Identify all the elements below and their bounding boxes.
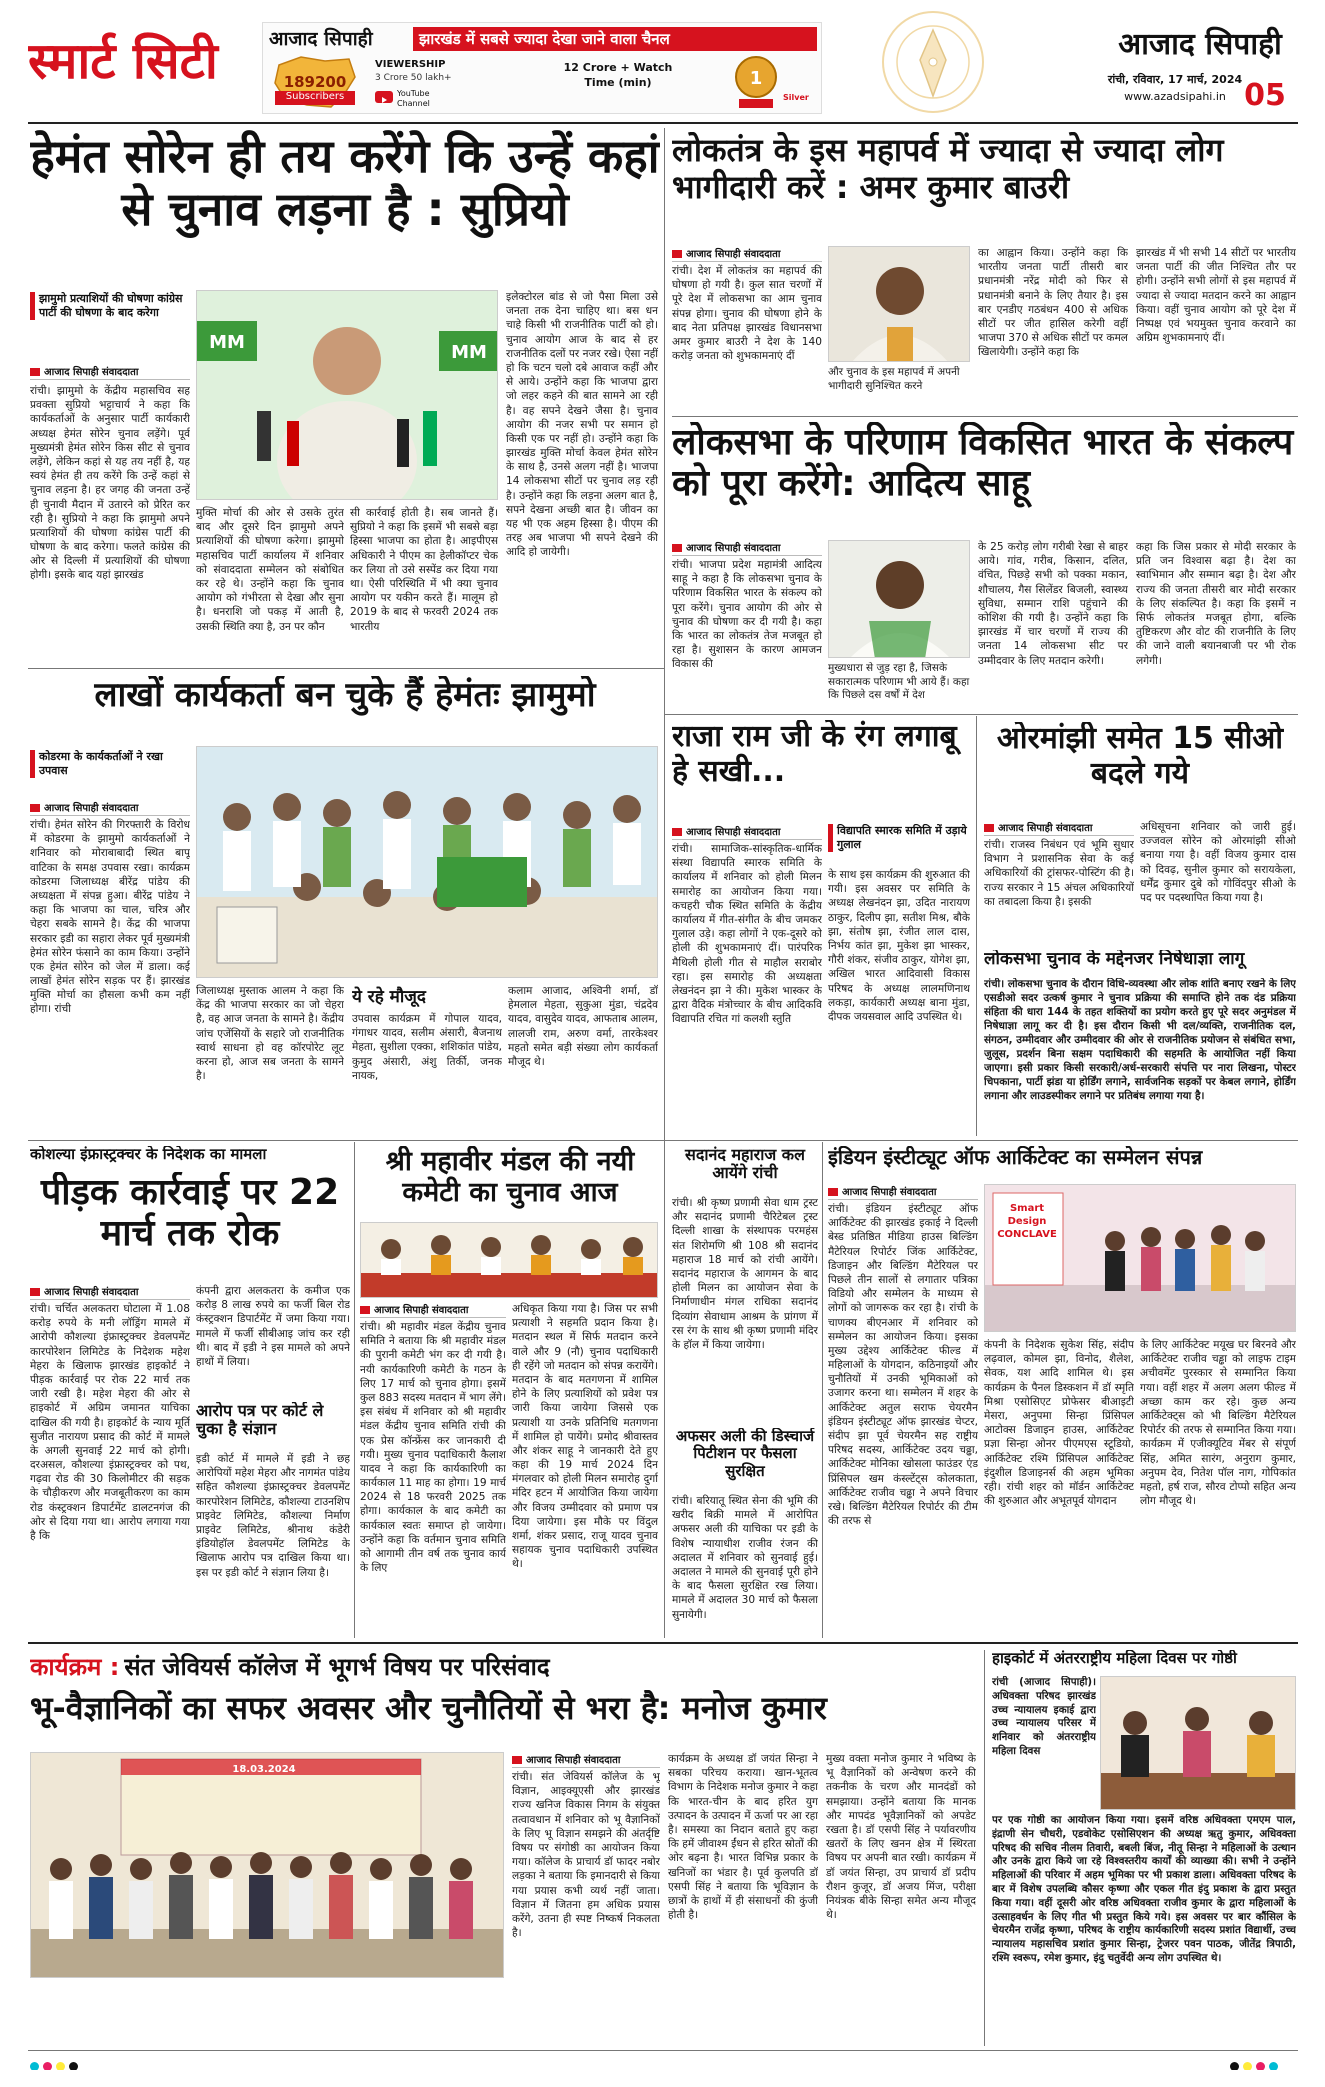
story3-byline: आजाद सिपाही संवाददाता — [672, 540, 822, 556]
story1-byline: आजाद सिपाही संवाददाता — [30, 364, 190, 380]
story4-kicker — [30, 750, 190, 794]
story8-byline: आजाद सिपाही संवाददाता — [30, 1284, 190, 1300]
story11-col1: रांची। इंडियन इंस्टीट्यूट ऑफ आर्किटेक्ट की झारखंड इकाई ने दिल्ली बेस्ड प्रतिष्ठित मीडिया हाउस बिल्डिंग मैटेरियल रिपोर्टर जिंक आर्किटेक्ट, डिजाइन और बिल्डिंग मैटेरियल पर पिछले तीन सालों से लगातार पत्रिका विडियो और सम्मेलन के माध्यम से लोगों को जागरूक कर रहा है। रांची के चाणक्य बीएनआर में शनिवार को सम्मेलन का आयोजन किया। इसका मुख्य उद्देश्य आर्किटेक्ट फील्ड में महिलाओं के योगदान, कठिनाइयों और चुनौतियों में उनकी भूमिकाओं को उजागर करना था। सम्मेलन में शहर के आर्किटेक्ट अतुल सराफ चेयरमैन इंडियन इंस्टीट्यूट ऑफ झारखंड चेप्टर, संदीप झा पूर्व चेयरमैन सह राष्ट्रीय परिषद सदस्य, आर्किटेक्ट उदय चढ्ढा, आर्किटेक्ट मोनिका खोसला फाउंडर एंड प्रिंसिपल खम कंस्ल्टेंट्स कोलकाता, आर्किटेक्ट राजीव चढ्ढा ने अपने विचार रखे। बिल्डिंग मैटेरियल रिपोर्टर की टीम की तरफ से — [828, 1203, 978, 1528]
color-dot — [1243, 2062, 1252, 2070]
story10-subheadline: अफसर अली की डिस्चार्ज पिटीशन पर फैसला सुरक्षित — [675, 1428, 815, 1480]
story12-label: कार्यक्रम : — [30, 1653, 120, 1681]
story8-col2: कंपनी द्वारा अलकतरा के कमीज एक करोड़ 8 लाख रुपये का फर्जी बिल रोड कंस्ट्रक्शन डिपार्टमेंट में जमा किया गया। मामले में फर्जी सीबीआइ जांच कर रही थी। बाद में इडी ने इस मामले को अपने हाथों में लिया। — [196, 1285, 350, 1368]
color-dot — [30, 2062, 39, 2070]
story5-headline: राजा राम जी के रंग लगाबू हे सखी... — [672, 720, 957, 789]
website: www.azadsipahi.in — [1124, 90, 1226, 103]
story2-col2: का आह्वान किया। उन्होंने कहा कि भारतीय जनता पार्टी तीसरी बार प्रधानमंत्री नरेंद्र मोदी को फिर से प्रधानमंत्री बनाने के लिए तैयार है। इस बार एनडीए गठबंधन 400 से अधिक सीटों पर जीत हासिल करेगी वहीं भाजपा 370 से अधिक सीटों पर कमल खिलायेगी। उन्होंने कहा कि — [978, 247, 1128, 359]
story6-col2: अधिसूचना शनिवार को जारी हुई। उज्जवल सोरेन को ओरमांझी सीओ बनाया गया है। वहीं विजय कुमार दास को दिवढ़, सुनील कुमार को सरायकेला, धर्मेंद्र कुमार दुबे को गोविंदपुर सीओ के पद पर पदस्थापित किया गया है। — [1140, 821, 1296, 904]
story2-col3: झारखंड में भी सभी 14 सीटों पर भारतीय जनता पार्टी की जीत निश्चित तौर पर होगी। उन्होंने सभी लोगों से इस महापर्व में ज्यादा से ज्यादा मतदान करने का आह्वान किया। वहीं चुनाव आयोग को पूरे देश में निष्पक्ष एवं भयमुक्त चुनाव करवाने का अग्रिम शुभकामनाएं दीं। — [1136, 247, 1296, 345]
silver-badge-label: Silver — [783, 93, 809, 102]
story5-col2: के साथ इस कार्यक्रम की शुरुआत की गयी। इस अवसर पर समिति के अध्यक्ष लेखनंदन झा, उदित नारायण ठाकुर, दिलीप झा, सतीश मिश्र, बौके झा, संतोष झा, रंजीत लाल दास, निर्भय कांत झा, मुकेश झा भास्कर, गौरी शंकर, संजीव ठाकुर, योगेश झा, अखिल भारत आदिवासी विकास परिषद के अध्यक्ष लालमणिनाथ लकड़ा, कार्यकारी अध्यक्ष बाना मुंडा, दीपक जयसवाल आदि उपस्थित थे। — [828, 869, 970, 1023]
story8-title-top: कोशल्या इंफ्रास्ट्रक्चर के निदेशक का मामला — [30, 1146, 267, 1163]
youtube-icon — [375, 91, 393, 103]
col-divider — [984, 1650, 985, 2046]
story7-headline: लोकसभा चुनाव के मद्देनजर निषेधाज्ञा लागू — [984, 950, 1245, 969]
color-dot — [69, 2062, 78, 2070]
color-dot — [1230, 2062, 1239, 2070]
story7-body: रांची। लोकसभा चुनाव के दौरान विधि-व्यवस्था और लोक शांति बनाए रखने के लिए एसडीओ सदर उत्कर्ष कुमार ने चुनाव प्रक्रिया की समाप्ति होने तक दंड प्रक्रिया संहिता की धारा 144 के तहत शक्तियों का प्रयोग करते हुए पूरे सदर अनुमंडल में निषेधाज्ञा लागू कर दी है। इस दौरान किसी भी दल/व्यक्ति, राजनीतिक दल, संगठन, उम्मीदवार और उम्मीदवार की ओर से राजनीतिक प्रयोजन से संबंधित सभा, जुलूस, प्रदर्शन बिना सक्षम पदाधिकारी की सहमति के आयोजित नहीं किया जाएगा। इसी प्रकार किसी सरकारी/अर्ध-सरकारी संपत्ति पर नारा लिखना, पोस्टर चिपकाना, पार्टी झंडा या होर्डिंग लगाने, सार्वजनिक सड़कों पर केबल लगाने, होर्डिंग लगाना और लाउडस्पीकर लगाने पर प्रतिबंध लगाया गया है। — [984, 978, 1296, 1102]
story10-col2: रांची। बरियातू स्थित सेना की भूमि की खरीद बिक्री मामले में आरोपित अफसर अली की याचिका पर इडी के विशेष न्यायाधीश राजीव रंजन की अदालत में शनिवार को सुनवाई हुई। अदालत ने मामले की सुनवाई पूरी होने के बाद फैसला सुरक्षित रख लिया। मामले में अदालत 30 मार्च को फैसला सुनायेगी। — [672, 1495, 818, 1621]
story8-col1: रांची। चर्चित अलकतरा घोटाला में 1.08 करोड़ रुपये के मनी लॉड्रिंग मामले में आरोपी कौशल्या इंफ्रास्ट्रक्चर डेवलपमेंट कारपोरेशन लिमिटेड के निदेशक महेश मेहरा के खिलाफ झारखंड हाइकोर्ट ने पीड़क कार्रवाई पर रोक 22 मार्च तक जारी रखी है। महेश मेहरा की ओर से हाइकोर्ट में अग्रिम जमानत याचिका दाखिल की गयी है। हाइकोर्ट के न्याय मूर्ति सुजीत नारायण प्रसाद की कोर्ट में मामले के अगली सुनवाई 22 मार्च को होगी। दरअसल, कौशल्या इंफ्रास्ट्रक्चर को पथ, गढ़वा रोड की 30 किलोमीटर की सड़क के चौड़ीकरण और मजबूतीकरण का काम रोड कंस्ट्रक्शन डिपार्टमेंट डालटनगंज की ओर से दिया गया था। आरोप लगाया गया है कि — [30, 1303, 190, 1542]
story12-headline: भू-वैज्ञानिकों का सफर अवसर और चुनौतियों से भरा है: मनोज कुमार — [30, 1690, 827, 1727]
story2-caption: और चुनाव के इस महापर्व में अपनी भागीदारी सुनिश्चित करने — [828, 366, 960, 392]
story4-col3: उपवास कार्यक्रम में गोपाल यादव, गंगाधर यादव, सलीम अंसारी, बैजनाथ मेहता, सुशीला एक्का, शशिकांत पांडेय, कुमुद अंसारी, अंशु तिर्की, जनक नायक, — [352, 1013, 502, 1082]
story1-kicker-text: झामुमो प्रत्याशियों की घोषणा कांग्रेस पार्टी की घोषणा के बाद करेगा — [30, 292, 190, 320]
story10-col1: रांची। श्री कृष्ण प्रणामी सेवा धाम ट्रस्ट और सदानंद प्रणामी चैरिटेबल ट्रस्ट दिल्ली शाखा के संस्थापक परमहंस संत शिरोमणि श्री 108 श्री सदानंद महाराज 18 मार्च को रांची आयेंगे। सदानंद महाराज के आगमन के बाद होली मिलन का आयोजन सेवा के निर्माणाधीन मंगल राधिका सदानंद दिव्यांग सेवाधाम आश्रम के प्रांगण में रस रंग के साथ श्री कृष्ण प्रणामी मंदिर के हॉल में किया जायेगा। — [672, 1197, 818, 1351]
masthead — [0, 0, 1325, 118]
footer-rule — [28, 2050, 1298, 2051]
masthead-rule — [28, 122, 1298, 124]
story9-col1: रांची। श्री महावीर मंडल केंद्रीय चुनाव समिति ने बताया कि श्री महावीर मंडल की पुरानी कमेटी भंग कर दी गयी है। नयी कार्यकारिणी कमेटी के गठन के लिए 17 मार्च को चुनाव होगा। इसमें कुल 883 सदस्य मतदान में भाग लेंगे। इस संबंध में शनिवार को श्री महावीर मंडल केंद्रीय चुनाव समिति रांची की एक प्रेस कॉन्फ्रेंस कर जानकारी दी गयी। मुख्य चुनाव पदाधिकारी कैलाश यादव ने कहा कि कार्यकारिणी का कार्यकाल 11 माह का होगा। 19 मार्च 2024 से 18 फरवरी 2025 तक होगा। कार्यकाल के बाद कमेटी का कार्यकाल स्वतः समाप्त हो जायेगा। उन्होंने कहा कि वर्तमान चुनाव समिति को आगामी तीन वर्ष तक चुनाव कार्य के लिए — [360, 1321, 506, 1575]
story6-byline: आजाद सिपाही संवाददाता — [984, 820, 1134, 836]
story11-col3: के लिए आर्किटेक्ट मयूख घर बिरनवे और आर्किटेक्ट राजीव चड्ढा को लाइफ टाइम अचीवमेंट पुरस्कार से सम्मानित किया गया। वहीं शहर में अलग अलग फील्ड में अच्छा काम कर रहे। कुछ अन्य आर्किटेक्ट्स को भी बिल्डिंग मैटेरियल रिपोर्टर की तरफ से सम्मानित किया गया। कार्यक्रम में एजीक्यूटिव मेंबर से संपूर्ण सिंह, अमित सारंग, अनुराग कुमार, अनुपम देव, नितेश पॉल नाग, गोपिकांत महतो, हर्ष राज, सौरव टोप्पो सहित अन्य लोग मौजूद थे। — [1140, 1339, 1296, 1508]
youtube-label: YouTube Channel — [397, 89, 430, 108]
viewership-label: VIEWERSHIP — [375, 59, 446, 70]
story9-photo — [360, 1222, 658, 1298]
story3-col1: रांची। भाजपा प्रदेश महामंत्री आदित्य साहू ने कहा है कि लोकसभा चुनाव के परिणाम विकसित भारत के संकल्प को पूरा करेंगे। चुनाव आयोग की ओर से चुनाव की घोषणा कर दी गयी है। कहा कि भारत का लोकतंत्र तेज मजबूत हो रहा है। सुशासन के कारण आमजन विकास की — [672, 559, 822, 671]
story12-byline: आजाद सिपाही संवाददाता — [512, 1752, 660, 1768]
story4-photo — [196, 746, 658, 978]
section-divider — [664, 714, 1298, 715]
viewership-value: 3 Crore 50 lakh+ — [375, 73, 452, 83]
story11-headline: इंडियन इंस्टीट्यूट ऑफ आर्किटेक्ट का सम्मेलन संपन्न — [828, 1146, 1203, 1169]
channel-name: आजाद सिपाही — [269, 28, 373, 50]
story1-kicker — [30, 292, 190, 356]
color-dot — [43, 2062, 52, 2070]
footer-color-dots-right — [1230, 2056, 1310, 2070]
section-divider — [28, 1642, 1298, 1644]
color-dot — [56, 2062, 65, 2070]
section-title: स्मार्ट सिटी — [28, 32, 218, 90]
subscriber-count: 189200 — [283, 73, 347, 91]
channel-tagline: झारखंड में सबसे ज्यादा देखा जाने वाला चैनल — [413, 27, 817, 51]
story2-headline: लोकतंत्र के इस महापर्व में ज्यादा से ज्यादा लोग भागीदारी करें : अमर कुमार बाउरी — [672, 132, 1224, 206]
story13-photo — [1100, 1676, 1296, 1810]
story1-col1: रांची। झामुमो के केंद्रीय महासचिव सह प्रवक्ता सुप्रियो भट्टाचार्य ने कहा कि कार्यकर्ताओं के अनुसार पार्टी कार्यकारी अध्यक्ष हेमंत सोरेन चुनाव लड़ेंगे। पूर्व मुख्यमंत्री हेमंत सोरेन किस सीट से चुनाव लड़ेंगे, लेकिन कहां से यह तय नहीं है, यह स्वयं हेमंत ही तय करेंगे कि उन्हें कहां से चुनाव लड़ना है। हर जगह की जनता उन्हें ही चुनावी मैदान में उतारने को प्रेरित कर रही है। सुप्रियो ने कहा कि झामुमो अपने प्रत्याशियों की घोषणा कांग्रेस पार्टी की घोषणा के बाद करेगा। फलते कांग्रेस की ओर से दिल्ली में प्रत्याशियों की घोषणा होगी। इसके बाद यहां झारखंड — [30, 385, 190, 582]
svg-text:MM: MM — [209, 332, 245, 353]
story1-col3: सी कार्रवाई होती है। सब जानते हैं। सुप्रियो ने कहा कि इसमें भी सबसे बड़ा हिस्सा भाजपा का होता है। आइपीएस अधिकारी ने पीएम का हेलीकॉप्टर चेक कर लिया तो उसे सस्पेंड कर दिया गया था। ऐसी परिस्थिति में भी क्या चुनाव आयोग पर यकीन करते हैं। मालूम हो 2019 के बाद से फरवरी 2024 तक भारतीय — [350, 507, 498, 633]
story8-subhead: आरोप पत्र पर कोर्ट ले चुका है संज्ञान — [196, 1402, 324, 1439]
story4-col4: कलाम आजाद, अश्विनी शर्मा, डॉ हेमलाल मेहता, सुकुआ मुंडा, चंद्रदेव यादव, वासुदेव यादव, आफताब आलम, लालजी राम, अरुण वर्मा, तारकेश्वर महतो समेत बड़ी संख्या लोग कार्यकर्ता मौजूद थे। — [508, 985, 658, 1068]
watch-time: 12 Crore + Watch Time (min) — [563, 61, 673, 89]
story12-kicker: संत जेवियर्स कॉलेज में भूगर्भ विषय पर परिसंवाद — [124, 1653, 550, 1681]
story9-headline: श्री महावीर मंडल की नयी कमेटी का चुनाव आज — [385, 1146, 635, 1209]
story8-col2b: इडी कोर्ट में मामले में इडी ने छह आरोपियों महेश मेहरा और नागमंत पांडेय सहित कौशल्या इंफ्रास्ट्रक्चर डेवलपमेंट कारपोरेशन लिमिटेड, कौशल्या टाउनशिप प्राइवेट लिमिटेड, कौशल्या निर्माण प्राइवेट लिमिटेड, श्रीनाथ कंडेरी इंडियोहॉल डेवलपमेंट लिमिटेड के खिलाफ आरोप पत्र दाखिल किया था। इस पर इडी कोर्ट ने संज्ञान लिया है। — [196, 1453, 350, 1579]
story5-byline: आजाद सिपाही संवाददाता — [672, 824, 822, 840]
story4-col1: रांची। हेमंत सोरेन की गिरफ्तारी के विरोध में कोडरमा के झामुमो कार्यकर्ताओं ने शनिवार को मोराबाबादी स्थित बापू वाटिका के समक्ष उपवास रखा। कार्यक्रम कोडरमा जिलाध्यक्ष बीरेंद्र पांडेय की अध्यक्षता में संपन्न हुआ। बीरेंद्र पांडेय ने कहा कि भाजपा का चाल, चरित्र और चेहरा सबके सामने है। केंद्र की भाजपा सरकार इडी का सहारा लेकर पूर्व मुख्यमंत्री हेमंत सोरेन फंसाने का काम किया। उन्होंने एक हेमंत सोरेन को जेल में डाला। कई लाखों हेमंत सोरेन सड़क पर हैं। झारखंड मुक्ति मोर्चा का हौसला कभी कम नहीं होगा। रांची — [30, 819, 190, 1016]
story3-caption: मुख्यधारा से जुड़ रहा है, जिसके सकारात्मक परिणाम भी आये हैं। कहा कि पिछले दस वर्षों में देश — [828, 662, 970, 702]
section-divider — [28, 668, 664, 669]
story9-byline: आजाद सिपाही संवाददाता — [360, 1302, 506, 1318]
story12-col2: कार्यक्रम के अध्यक्ष डॉ जयंत सिन्हा ने सबका परिचय कराया। खान-भूतत्व विभाग के निदेशक मनोज कुमार ने कहा कि भारत-चीन के बाद हरित युग उत्पादन के उत्पादन में ऊर्जा पर आ रहा है। समस्या का निदान बताते हुए कहा कि हमें जीवाश्म ईंधन से हरित स्रोतों की ओर बढ़ना है। भारत विभिन्न प्रकार के खनिजों का भंडार है। पूर्व कुलपति डॉ एसपी सिंह ने बताया कि भूविज्ञान के छात्रों के हाथों में ही संसाधनों की कुंजी होती है। — [668, 1753, 818, 1922]
dateline: रांची, रविवार, 17 मार्च, 2024 — [1107, 73, 1243, 86]
story12-kicker-row — [30, 1650, 990, 1686]
pen-nib-logo-icon — [828, 4, 1038, 116]
story1-photo — [196, 290, 498, 500]
story3-photo — [828, 540, 970, 658]
subscriber-label: Subscribers — [275, 91, 355, 105]
story10-headline: सदानंद महाराज कल आयेंगे रांची — [685, 1146, 805, 1183]
story-divider — [672, 416, 1298, 417]
story4-byline: आजाद सिपाही संवाददाता — [30, 800, 190, 816]
story4-kicker-text: कोडरमा के कार्यकर्ताओं ने रखा उपवास — [30, 750, 190, 778]
story13-intro: रांची (आजाद सिपाही)। अधिवक्ता परिषद झारखंड उच्च न्यायालय इकाई द्वारा उच्च न्यायालय परिसर में शनिवार को अंतरराष्ट्रीय महिला दिवस — [992, 1676, 1096, 1757]
col-divider — [664, 128, 665, 668]
footer-color-dots-left — [30, 2056, 150, 2070]
story11-byline: आजाद सिपाही संवाददाता — [828, 1184, 978, 1200]
col-divider — [664, 668, 665, 1638]
col-divider — [976, 716, 977, 1136]
story9-col2: अधिकृत किया गया है। जिस पर सभी प्रत्याशी ने सहमति प्रदान किया है। मतदान स्थल में सिर्फ मतदान करने वाले और 9 (नौ) चुनाव पदाधिकारी ही रहेंगे जो मतदान को संपन्न करायेंगे। मतदान के बाद मतगणना में शामिल होने के लिए प्रत्याशियों को प्रवेश पत्र जारी किया जायेगा जिससे एक प्रत्याशी या उनके प्रतिनिधि मतगणना में शामिल हो पायेंगे। प्रमोद श्रीवास्तव और शंकर साहू ने जानकारी देते हुए कहा की 19 मार्च 2024 दिन मंगलवार को होली मिलन समारोह दुर्गा मंदिर हटन में आयोजित किया जायेगा और विजय उम्मीदवार को प्रमाण पत्र दिया जायेगा। इस मौके पर विंदुल शर्मा, शंकर प्रसाद, राजू यादव चुनाव सहायक चुनाव पदाधिकारी उपस्थित थे। — [512, 1303, 658, 1571]
story5-col1: रांची। सामाजिक-सांस्कृतिक-धार्मिक संस्था विद्यापति स्मारक समिति के कार्यालय में शनिवार को होली मिलन समारोह का आयोजन किया गया। कचहरी चौक स्थित समिति के केंद्रीय कार्यालय में गीत-संगीत के बीच जमकर गुलाल उड़े। कहा लोगों ने एक-दूसरे को होली की शुभकामनाएं दीं। पारंपरिक मैथिली होली गीत से माहौल सराबोर रहा। इस समारोह की अध्यक्षता लेखनंदन झा ने की। मुकेश भास्कर के द्वारा वैदिक मंत्रोच्चार के बीच आदिकवि विद्यापति रचित गां कलशी स्तुति — [672, 843, 822, 1026]
silver-badge-icon — [733, 53, 779, 109]
story12-col1: रांची। संत जेवियर्स कॉलेज के भू विज्ञान, आइक्यूएसी और झारखंड राज्य खनिज विकास निगम के संयुक्त तत्वावधान में शनिवार को भू वैज्ञानिकों के लिए भू विज्ञान समझने की अंतर्दृष्टि विषय पर संगोष्ठी का आयोजन किया गया। कॉलेज के प्राचार्य डॉ फादर नबोर लड़का ने बताया कि इमानदारी से किया गया प्रयास कभी व्यर्थ नहीं जाता। विज्ञान में जितना हम अधिक प्रयास करेंगे, उतना ही स्पष्ट निष्कर्ष निकलता है। — [512, 1771, 660, 1940]
story6-headline: ओरमांझी समेत 15 सीओ बदले गये — [996, 722, 1284, 791]
story13-headline: हाइकोर्ट में अंतरराष्ट्रीय महिला दिवस पर गोष्ठी — [992, 1650, 1237, 1667]
story2-photo — [828, 246, 970, 362]
color-dot — [1269, 2062, 1278, 2070]
col-divider — [354, 1142, 355, 1638]
story11-col2: कंपनी के निदेशक सुकेश सिंह, संदीप लढ़वाल, कोमल झा, विनोद, शैलेश, सेवक, यश आदि शामिल थे। इस कार्यक्रम के पैनल डिस्कशन में डॉ स्मृति मिश्रा एसोसिएट प्रोफेसर बीआइटी मेसरा, अनुपमा सिन्हा प्रिंसिपल आटोक्स डिजाइन हाउस, आर्किटेक्ट प्रज्ञा सिन्हा ओनर पीएमएस स्टूडियो, आर्किटेक्ट रश्मि प्रिंसिपल आर्किटेक्ट इंदुशील डिजाइनर्स की अहम भूमिका रही। रांची शहर को मॉर्डन आर्किटेक्ट की शुरुआत और अभूतपूर्व योगदान — [984, 1339, 1134, 1508]
story12-banner-text: 18.03.2024 — [232, 1764, 296, 1775]
story2-col1: रांची। देश में लोकतंत्र का महापर्व की घोषणा हो गयी है। कुल सात चरणों में पूरे देश में लोकसभा का आम चुनाव संपन्न होगा। चुनाव की घोषणा होने के बाद नेता प्रतिपक्ष झारखंड विधानसभा अमर कुमार बाउरी ने देश के 140 करोड़ जनता को शुभकामनाएं दीं — [672, 265, 822, 363]
story3-headline: लोकसभा के परिणाम विकसित भारत के संकल्प को पूरा करेंगे: आदित्य साहू — [672, 422, 1294, 505]
story5-kicker-text: विद्यापति स्मारक समिति में उड़ाये गुलाल — [828, 824, 970, 852]
svg-text:MM: MM — [451, 342, 487, 363]
story2-byline: आजाद सिपाही संवाददाता — [672, 246, 822, 262]
page-number: 05 — [1244, 78, 1286, 113]
story3-col2: के 25 करोड़ लोग गरीबी रेखा से बाहर आये। गांव, गरीब, किसान, दलित, वंचित, पिछड़े सभी को पक्का मकान, शौचालय, गैस सिलेंडर बिजली, स्वास्थ्य सुविधा, सम्मान राशि पहुंचाने की कोशिश की गयी है। उन्होंने कहा कि झारखंड में चार चरणों में राज्य की जनता 14 लोकसभा सीट पर उम्मीदवार के लिए मतदान करेगी। — [978, 541, 1128, 667]
story4-photo-label: ये रहे मौजूद — [352, 987, 426, 1007]
story1-col2: मुक्ति मोर्चा की ओर से उसके तुरंत बाद और दूसरे दिन झामुमो अपने प्रत्याशियों की घोषणा करेगा। झामुमो महासचिव पार्टी कार्यालय में शनिवार को संवाददाता सम्मेलन को संबोधित कर रहे थे। उन्होंने कहा कि चुनाव आयोग को गंभीरता से देखा और सुना है। धनराशि जो पकड़ में आती है, उसकी स्थिति क्या है, उन पर कौन — [196, 507, 344, 633]
story13-body: पर एक गोष्ठी का आयोजन किया गया। इसमें वरिष्ठ अधिवक्ता एमएम पाल, इंद्राणी सेन चौधरी, एडवोकेट एसोसिएशन की अध्यक्ष ऋतु कुमार, अधिवक्ता परिषद की सचिव नीलम तिवारी, बबली बिंज, नीतू सिन्हा ने महिलाओं के उत्थान और उनके द्वारा किये जा रहे विश्वस्तरीय कार्यों की व्याख्या की। सभी ने उन्होंने महिलाओं की परिवार में अहम भूमिका पर भी प्रकाश डाला। अधिवक्ता परिषद के बार में विशेष उपलब्धि कौसर कृष्णा और एकल गीत इंदु प्रकाश के द्वारा प्रस्तुत किया गया। वहीं दूसरी ओर वरिष्ठ अधिवक्ता राजीव कुमार के द्वारा महिलाओं के उत्साहवर्धन के लिए गीत भी प्रस्तुत किये गये। इस अवसर पर बार कौंसिल के चेयरमैन राजेंद्र कृष्णा, परिषद के राष्ट्रीय कार्यकारिणी सदस्य प्रशांत विद्यार्थी, उच्च न्यायालय महासचिव प्रशांत कुमार सिन्हा, ट्रेजरर पवन पाठक, जीतेंद्र त्रिपाठी, रश्मि स्वरूप, रमेश कुमार, इंदु चतुर्वेदी अन्य लोग उपस्थित थे। — [992, 1814, 1296, 1964]
story5-kicker — [828, 824, 970, 864]
story4-headline: लाखों कार्यकर्ता बन चुके हैं हेमंतः झामुमो — [94, 676, 596, 715]
story1-col4: इलेक्टोरल बांड से जो पैसा मिला उसे जनता तक देना चाहिए था। बस धन चाहे किसी भी राजनीतिक पार्टी को हो। चुनाव आयोग आज के बाद से हर राजनीतिक दलों पर नजर रखे। ऐसा नहीं हो कि चटन चलो दबे आवाज कहीं और से आये। उन्होंने कहा कि भाजपा द्वारा जो लहर कहने की बात सामने आ रही है। वह सपने देखने जैसा है। चुनाव आयोग की नजर सभी पर समान हो किसी एक पर नहीं हो। उन्होंने कहा कि झारखंड मुक्ति मोर्चा केवल हेमंत सोरेन के साथ है, उनसे अलग नहीं है। भाजपा 14 लोकसभा सीटों पर चुनाव लड़ रही है। उन्होंने कहा कि लड़ना अलग बात है, सपने देखना अच्छी बात है। जीवन का यह भी एक अहम हिस्सा है। पीएम की तरह अब भाजपा भी सपने देखने की आदि हो जायेगी। — [506, 291, 658, 559]
story6-col1: रांची। राजस्व निबंधन एवं भूमि सुधार विभाग ने प्रशासनिक सेवा के कई अधिकारियों की ट्रांसफर-पोस्टिंग की है। राज्य सरकार ने 15 अंचल अधिकारियों का तबादला किया है। इसकी — [984, 839, 1134, 908]
svg-text:1: 1 — [749, 68, 763, 89]
story1-headline: हेमंत सोरेन ही तय करेंगे कि उन्हें कहां से चुनाव लड़ना है : सुप्रियो — [30, 130, 660, 236]
story4-col2: जिलाध्यक्ष मुस्ताक आलम ने कहा कि केंद्र की भाजपा सरकार का जो चेहरा है, वह आज जनता के सामने है। केंद्रीय जांच एजेंसियों के सहारे जो राजनीतिक स्वार्थ साधना हो वह कॉरपोरेट लूट करना हो, आज सब जनता के सामने है। — [196, 985, 344, 1083]
story11-photo-sign: Smart Design CONCLAVE — [997, 1203, 1057, 1240]
channel-ad-banner — [262, 22, 822, 114]
story12-photo — [30, 1752, 504, 1978]
section-divider — [28, 1140, 1298, 1141]
color-dot — [1256, 2062, 1265, 2070]
story3-col3: कहा कि जिस प्रकार से मोदी सरकार के प्रति जन विश्वास बढ़ा है। देश का स्वाभिमान और सम्मान बढ़ा है। देश और राज्य की जनता तीसरी बार मोदी सरकार के लिए संकल्पित है। कहा कि इसमें न सिर्फ लोकतंत्र मजबूत होगा, बल्कि तुष्टिकरण और वोट की राजनीति के लिए की जाने वाली बयानबाजी पर भी रोक लगेगी। — [1136, 541, 1296, 667]
story12-col3: मुख्य वक्ता मनोज कुमार ने भविष्य के भू वैज्ञानिकों को अन्वेषण करने की तकनीक के चरण और मानदंडों को समझाया। उन्होंने बताया कि मानक और मापदंड भूवैज्ञानिकों को अपडेट रखता है। डॉ एसपी सिंह ने पर्यावरणीय खतरों के लिए खनन क्षेत्र में स्थिरता विषय पर अपनी बात रखी। कार्यक्रम में डॉ जयंत सिन्हा, उप प्राचार्य डॉ प्रदीप रौशन कुजूर, डॉ अजय मिंज, परीक्षा नियंत्रक बीके सिन्हा समेत अन्य मौजूद थे। — [826, 1753, 976, 1922]
story8-headline: पीड़क कार्रवाई पर 22 मार्च तक रोक — [40, 1172, 340, 1255]
paper-name: आजाद सिपाही — [1118, 27, 1282, 62]
col-divider — [822, 1142, 823, 1638]
